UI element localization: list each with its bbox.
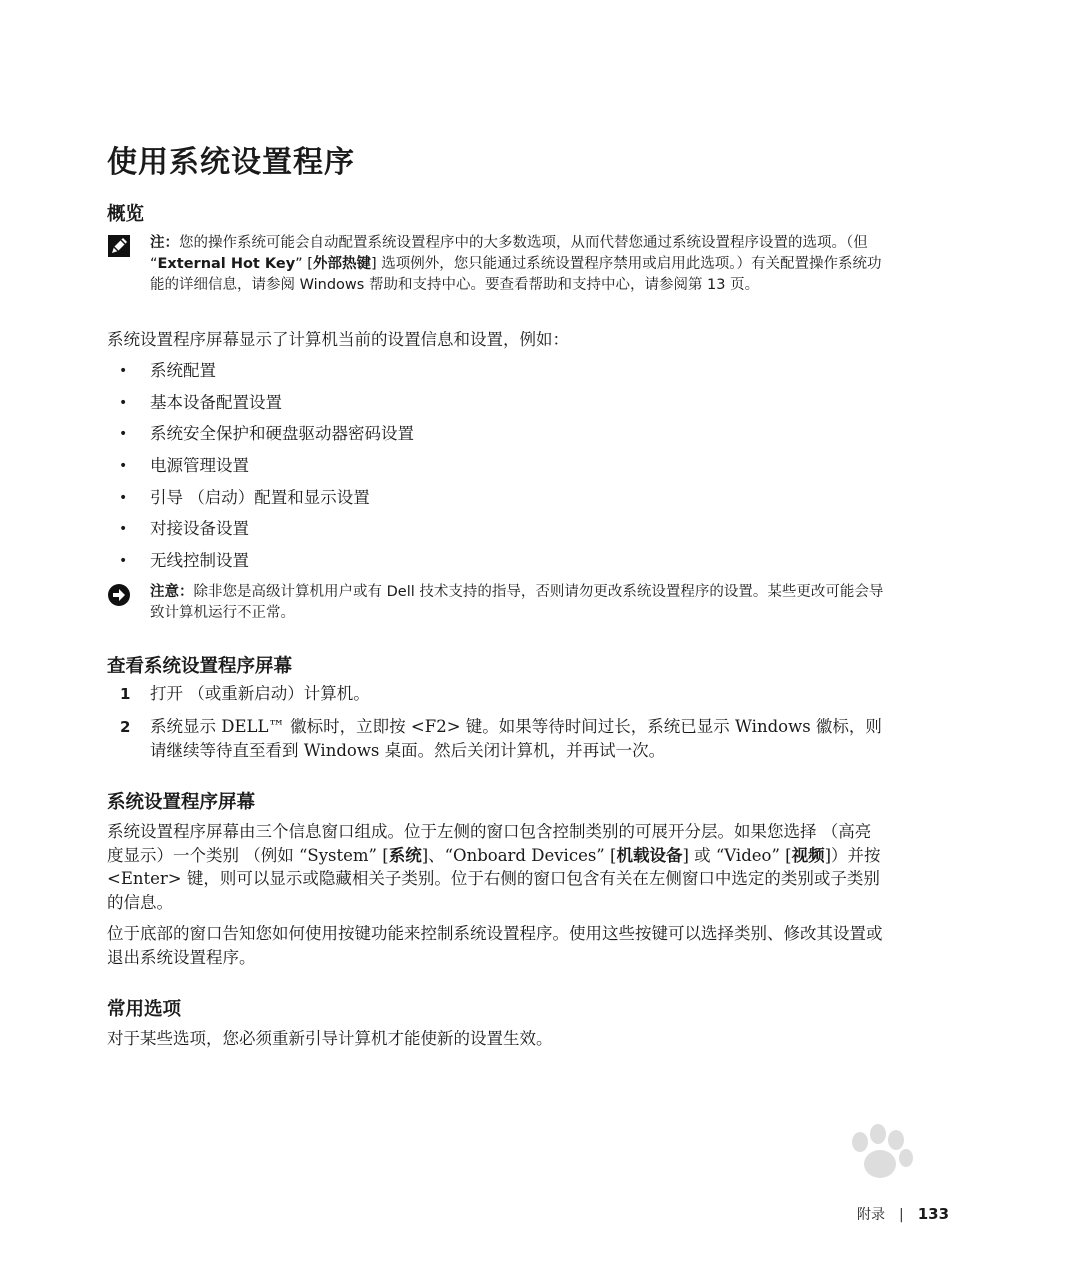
- bullet-icon: •: [119, 521, 128, 538]
- arrow-notice-icon: [107, 583, 131, 614]
- steps-list: [107, 682, 887, 772]
- step-number: 2: [120, 718, 131, 736]
- overview-intro: 系统设置程序屏幕显示了计算机当前的设置信息和设置，例如：: [107, 330, 569, 349]
- step-item: [107, 682, 887, 706]
- page-number: 133: [917, 1205, 950, 1223]
- setup-screen-paragraph-2: 位于底部的窗口告知您如何使用按键功能来控制系统设置程序。使用这些按键可以选择类别、修改其设置或退出系统设置程序。: [107, 924, 883, 967]
- list-item: • 系统配置: [107, 358, 414, 390]
- note-text-3: ] 选项例外，您只能通过系统设置程序禁用或启用此选项。）有关配置操作系统功能的详细信息，请参阅 Windows 帮助和支持中心。要查看帮助和支持中心，请参阅第 13 页。: [150, 256, 882, 293]
- note-text-2: ” [: [295, 256, 313, 272]
- note-text-1: 您的操作系统可能会自动配置系统设置程序中的大多数选项，从而代替您通过系统设置程序设置的选项。（但 “: [150, 235, 868, 272]
- footer-section: 附录: [857, 1207, 885, 1223]
- notice-text: 除非您是高级计算机用户或有 Dell 技术支持的指导，否则请勿更改系统设置程序的设置。某些更改可能会导致计算机运行不正常。: [150, 584, 884, 621]
- list-item: • 电源管理设置: [107, 453, 414, 485]
- note-block: [107, 233, 887, 296]
- page-footer: [857, 1204, 949, 1224]
- settings-list: [107, 358, 414, 580]
- overview-heading: 概览: [107, 204, 145, 225]
- pencil-note-icon: [107, 234, 131, 265]
- setup-screen-paragraph-1: 系统设置程序屏幕由三个信息窗口组成。位于左侧的窗口包含控制类别的可展开分层。如果您选择 （高亮度显示）一个类别 （例如 “System” [系统]、“Onboard Devices” [机载设备] 或 “Video” [视频]）并按 <Enter> 键，则可以显示或隐藏相关子类别。位于右侧的窗口包含有关在左侧窗口中选定的类别或子类别的信息。: [107, 822, 881, 912]
- baidu-watermark-logo: [752, 1120, 1002, 1244]
- common-options-text: 对于某些选项，您必须重新引导计算机才能使新的设置生效。: [107, 1029, 553, 1048]
- bullet-icon: •: [119, 394, 128, 411]
- bullet-icon: •: [119, 363, 128, 379]
- note-label: 注：: [150, 235, 179, 251]
- bullet-icon: •: [119, 489, 128, 506]
- list-item: • 基本设备配置设置: [107, 390, 414, 422]
- footer-separator: |: [899, 1207, 904, 1223]
- page-title: 使用系统设置程序: [107, 145, 355, 180]
- note-hotkey-cn: 外部热键: [312, 256, 371, 272]
- common-options-heading: 常用选项: [107, 999, 182, 1020]
- list-item: • 无线控制设置: [107, 548, 414, 580]
- setup-screen-heading: 系统设置程序屏幕: [107, 792, 256, 813]
- list-item: • 引导 （启动）配置和显示设置: [107, 485, 414, 517]
- list-item: • 系统安全保护和硬盘驱动器密码设置: [107, 421, 414, 453]
- list-item: • 对接设备设置: [107, 516, 414, 548]
- bullet-icon: •: [119, 458, 128, 475]
- bullet-icon: •: [119, 426, 128, 443]
- step-text: 系统显示 DELL™ 徽标时，立即按 <F2> 键。如果等待时间过长，系统已显示 Windows 徽标，则请继续等待直至看到 Windows 桌面。然后关闭计算机，并再试一次。: [150, 717, 882, 760]
- notice-block: [107, 582, 887, 624]
- step-text: 打开 （或重新启动）计算机。: [150, 684, 370, 703]
- notice-label: 注意：: [150, 584, 194, 600]
- note-hotkey: External Hot Key: [157, 256, 296, 272]
- view-screen-heading: 查看系统设置程序屏幕: [107, 656, 293, 677]
- bullet-icon: •: [119, 553, 128, 570]
- step-number: 1: [120, 685, 131, 703]
- step-item: [107, 715, 887, 763]
